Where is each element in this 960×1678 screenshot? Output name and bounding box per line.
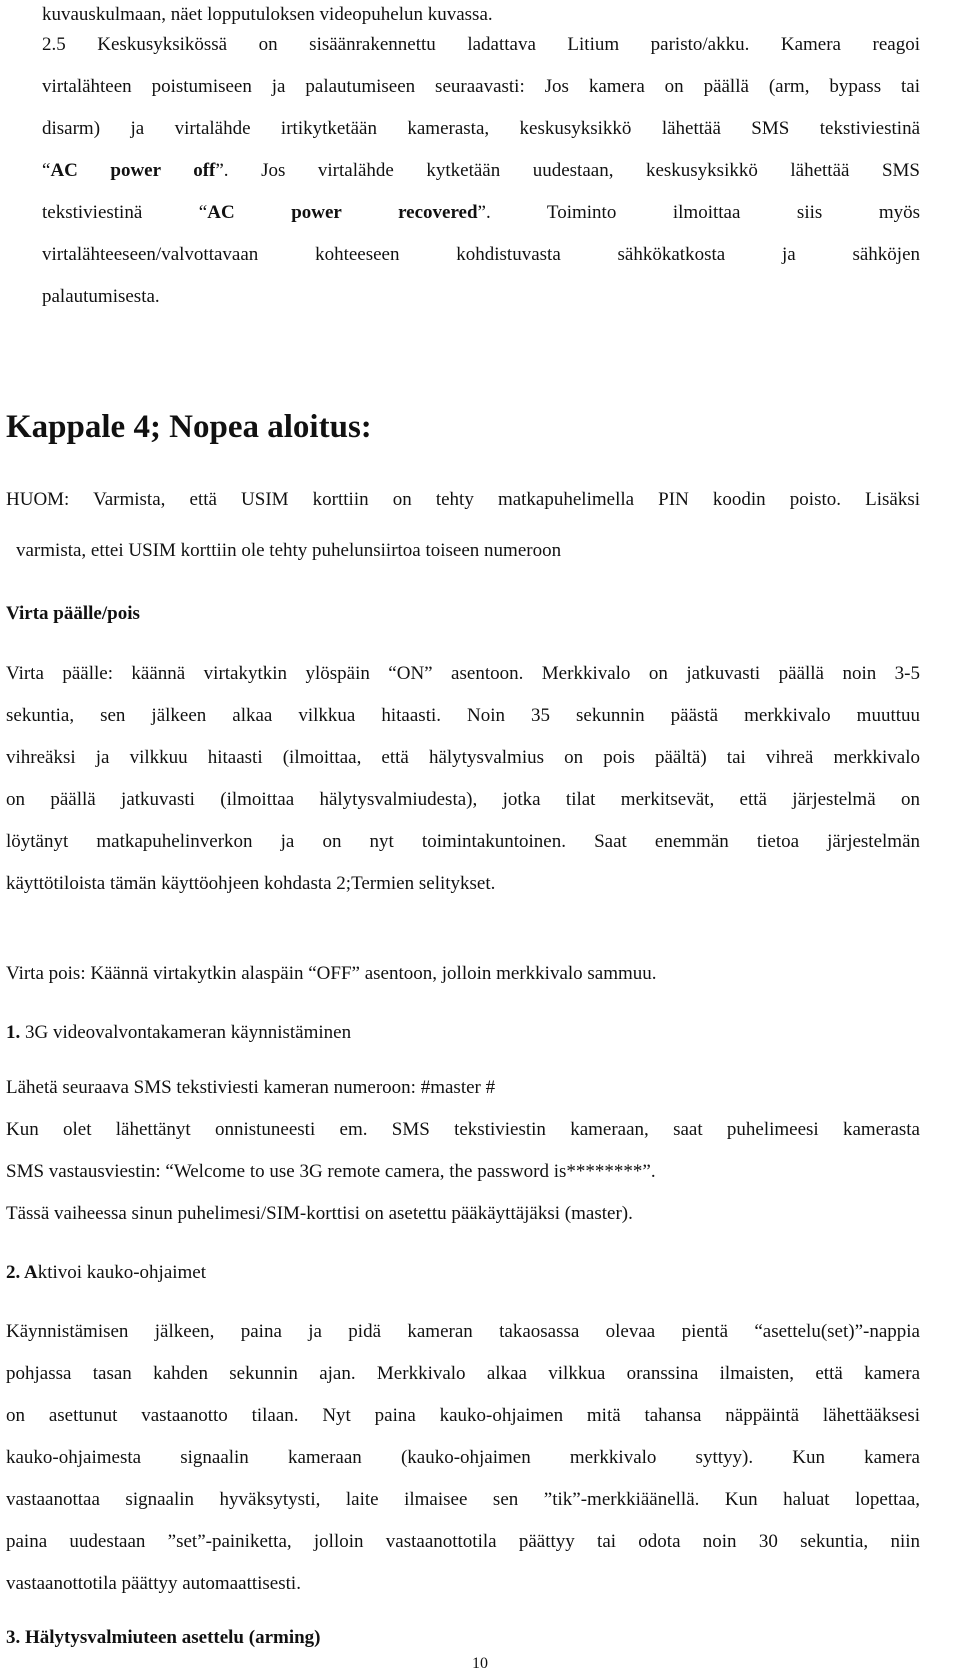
huom-line-1: HUOM: Varmista, että USIM korttiin on tehty matkapuhelimella PIN koodin poisto. Lisäksi [6, 489, 920, 510]
step-2-title: ktivoi kauko-ohjaimet [37, 1262, 207, 1283]
power-on-line-4: on päällä jatkuvasti (ilmoittaa hälytysvalmiudesta), jotka tilat merkitsevät, että järjestelmä on [6, 789, 920, 810]
step-2-heading [6, 1252, 920, 1295]
step-1-line-4: Tässä vaiheessa sinun puhelimesi/SIM-korttisi on asetettu pääkäyttäjäksi (master). [6, 1203, 633, 1224]
power-on-line-3: vihreäksi ja vilkkuu hitaasti (ilmoittaa, että hälytysvalmius on pois päältä) tai vihreä merkkivalo [6, 747, 920, 768]
power-on-line-1: Virta päälle: käännä virtakytkin ylöspäin “ON” asentoon. Merkkivalo on jatkuvasti päällä noin 3-5 [6, 663, 920, 684]
step-1-line-2: Kun olet lähettänyt onnistuneesti em. SMS tekstiviestin kameraan, saat puhelimeesi kamerasta [6, 1119, 920, 1140]
power-on-line-5: löytänyt matkapuhelinverkon ja on nyt toimintakuntoinen. Saat enemmän tietoa järjestelmän [6, 831, 920, 852]
section-2-5-line-5 [42, 192, 920, 235]
step-1-line-3: SMS vastausviestin: “Welcome to use 3G remote camera, the password is********”. [6, 1161, 656, 1182]
power-heading: Virta päälle/pois [6, 603, 140, 624]
step-3-heading: 3. Hälytysvalmiuteen asettelu (arming) [6, 1627, 321, 1648]
step-1-number: 1. [6, 1022, 21, 1043]
step-2-line-4: kauko-ohjaimesta signaalin kameraan (kauko-ohjaimen merkkivalo syttyy). Kun kamera [6, 1447, 920, 1468]
step-1-heading [6, 1012, 920, 1055]
step-2-line-7: vastaanottotila päättyy automaattisesti. [6, 1573, 301, 1594]
step-2-line-3: on asettunut vastaanotto tilaan. Nyt paina kauko-ohjaimen mitä tahansa näppäintä lähettääksesi [6, 1405, 920, 1426]
section-2-5-line-6: virtalähteeseen/valvottavaan kohteeseen kohdistuvasta sähkökatkosta ja sähköjen [42, 244, 920, 265]
section-2-5-line-2: virtalähteen poistumiseen ja palautumiseen seuraavasti: Jos kamera on päällä (arm, bypass tai [42, 76, 920, 97]
section-2-5-line-5-pre: tekstiviestinä “ [42, 202, 208, 223]
step-2-line-6: paina uudestaan ”set”-painiketta, jolloin vastaanottotila päättyy tai odota noin 30 sekuntia, niin [6, 1531, 920, 1552]
step-2-line-1: Käynnistämisen jälkeen, paina ja pidä kameran takaosassa olevaa pientä “asettelu(set)”-nappia [6, 1321, 920, 1342]
page-number: 10 [472, 1655, 488, 1672]
sms-text-ac-power-recovered: AC power recovered [207, 202, 478, 223]
step-2-line-5: vastaanottaa signaalin hyväksytysti, laite ilmaisee sen ”tik”-merkkiäänellä. Kun haluat lopettaa, [6, 1489, 920, 1510]
power-on-line-6: käyttötiloista tämän käyttöohjeen kohdasta 2;Termien selitykset. [6, 873, 496, 894]
huom-line-2: varmista, ettei USIM korttiin ole tehty puhelunsiirtoa toiseen numeroon [16, 540, 562, 561]
sms-text-ac-power-off: AC power off [50, 160, 216, 181]
step-2-line-2: pohjassa tasan kahden sekunnin ajan. Merkkivalo alkaa vilkkua oranssina ilmaisten, että kamera [6, 1363, 920, 1384]
section-2-5-line-4 [42, 150, 920, 193]
section-2-5-line-4-rest: ”. Jos virtalähde kytketään uudestaan, keskusyksikkö lähettää SMS [215, 160, 920, 181]
section-2-5-line-5-rest: ”. Toiminto ilmoittaa siis myös [477, 202, 920, 223]
chapter-heading: Kappale 4; Nopea aloitus: [6, 409, 372, 445]
open-quote: “ [42, 160, 51, 181]
power-off-paragraph: Virta pois: Käännä virtakytkin alaspäin “OFF” asentoon, jolloin merkkivalo sammuu. [6, 963, 657, 984]
step-1-title: 3G videovalvontakameran käynnistäminen [20, 1022, 352, 1043]
section-2-5-line-3: disarm) ja virtalähde irtikytketään kamerasta, keskusyksikkö lähettää SMS tekstiviestinä [42, 118, 920, 139]
step-1-line-1: Lähetä seuraava SMS tekstiviesti kameran numeroon: #master # [6, 1077, 496, 1098]
section-2-5-line-1: 2.5 Keskusyksikössä on sisäänrakennettu ladattava Litium paristo/akku. Kamera reagoi [42, 34, 920, 55]
paragraph-intro-tail: kuvauskulmaan, näet lopputuloksen videopuhelun kuvassa. [42, 4, 493, 25]
power-on-line-2: sekuntia, sen jälkeen alkaa vilkkua hitaasti. Noin 35 sekunnin päästä merkkivalo muuttuu [6, 705, 920, 726]
section-2-5-line-7: palautumisesta. [42, 286, 160, 307]
step-2-number: 2. A [6, 1262, 38, 1283]
